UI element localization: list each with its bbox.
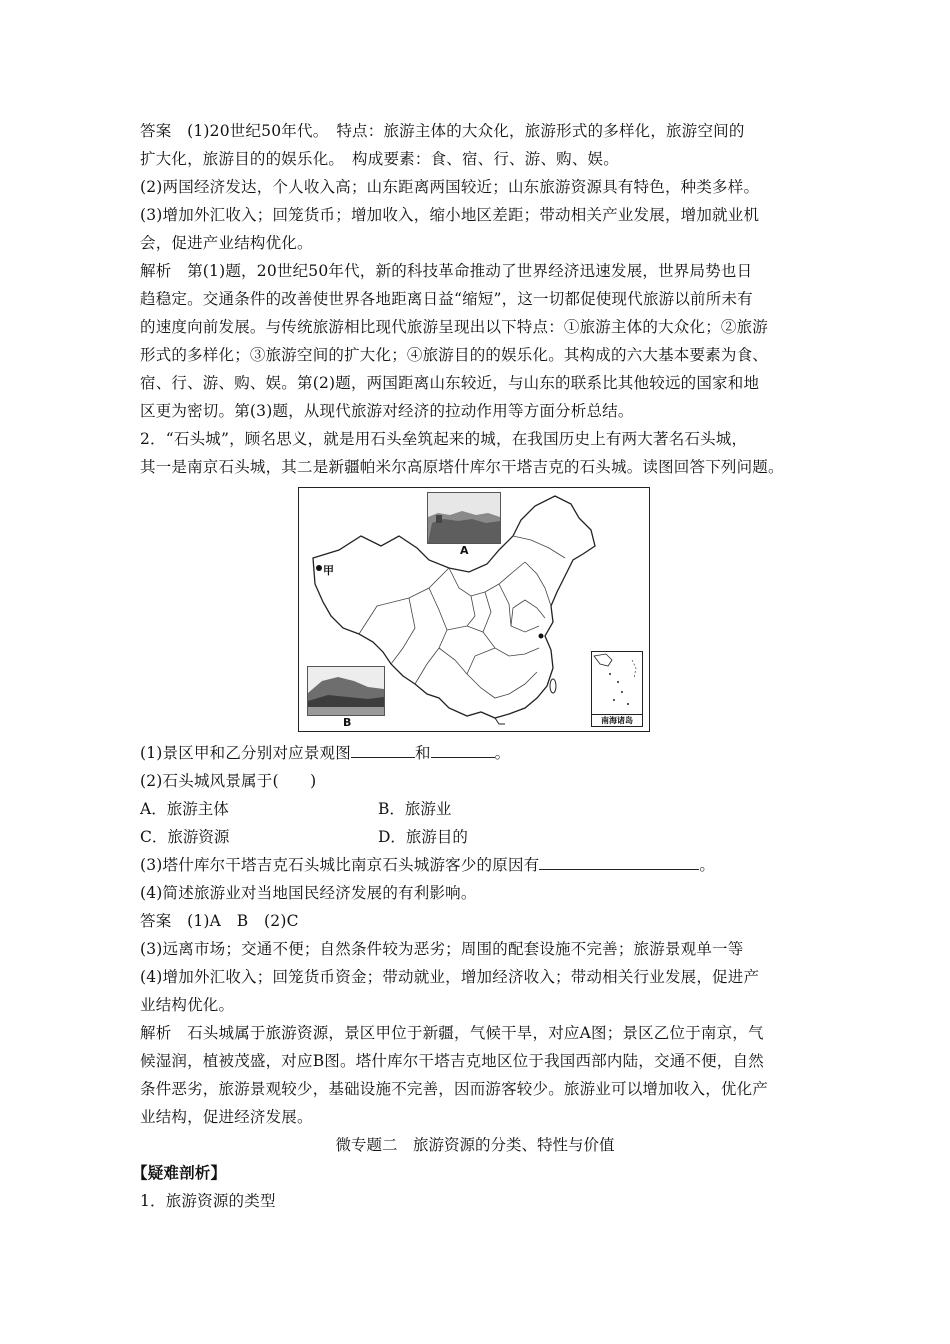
answer-line: 业结构优化。: [140, 996, 235, 1014]
question-1: [140, 740, 510, 766]
analysis-line: 候湿润，植被茂盛，对应B图。塔什库尔干塔吉克地区位于我国西部内陆，交通不便，自然: [140, 1052, 764, 1070]
question-1-text: 。: [494, 744, 511, 762]
question-1-text: 和: [414, 744, 431, 762]
section-item: 1．旅游资源的类型: [140, 1192, 276, 1210]
place-label-jia: 甲: [323, 564, 334, 577]
analysis-line: 业结构，促进经济发展。: [140, 1108, 313, 1126]
section-tag: 【疑难剖析】: [132, 1163, 227, 1182]
question-2: (2)石头城风景属于( ): [140, 772, 317, 790]
option-b: B．旅游业: [378, 800, 452, 818]
answer-line: (3)增加外汇收入；回笼货币；增加收入，缩小地区差距；带动相关产业发展，增加就业机: [140, 206, 760, 224]
question-1-text: (1)景区甲和乙分别对应景观图: [140, 744, 351, 762]
inset-label: 南海诸岛: [592, 714, 642, 726]
answer-line: 答案 (1)A B (2)C: [140, 912, 299, 930]
option-a: A．旅游主体: [140, 800, 229, 818]
answer-blank: [431, 741, 495, 758]
answer-blank: [539, 853, 699, 870]
analysis-line: 的速度向前发展。与传统旅游相比现代旅游呈现出以下特点：①旅游主体的大众化；②旅游: [140, 318, 769, 336]
section-title: 微专题二 旅游资源的分类、特性与价值: [335, 1136, 615, 1154]
answer-line: 扩大化，旅游目的的娱乐化。 构成要素：食、宿、行、游、购、娱。: [140, 150, 619, 168]
analysis-line: 解析 第(1)题，20世纪50年代，新的科技革命推动了世界经济迅速发展，世界局势也日: [140, 262, 753, 280]
answer-line: (4)增加外汇收入；回笼货币资金；带动就业，增加经济收入；带动相关行业发展，促进产: [140, 968, 760, 986]
question-stem: 其一是南京石头城，其二是新疆帕米尔高原塔什库尔干塔吉克的石头城。读图回答下列问题。: [140, 458, 784, 476]
analysis-line: 解析 石头城属于旅游资源，景区甲位于新疆，气候干旱，对应A图；景区乙位于南京，气: [140, 1024, 764, 1042]
option-c: C．旅游资源: [140, 828, 230, 846]
answer-line: 会，促进产业结构优化。: [140, 234, 313, 252]
south-china-sea-inset: [591, 651, 643, 727]
question-3-text: (3)塔什库尔干塔吉克石头城比南京石头城游客少的原因有: [140, 856, 540, 874]
photo-b: [307, 666, 385, 716]
answer-blank: [351, 741, 415, 758]
photo-b-label: B: [343, 716, 352, 729]
analysis-line: 宿、行、游、购、娱。第(2)题，两国距离山东较近，与山东的联系比其他较远的国家和地: [140, 374, 760, 392]
location-dot-jia: [316, 565, 322, 571]
analysis-line: 区更为密切。第(3)题，从现代旅游对经济的拉动作用等方面分析总结。: [140, 402, 634, 420]
china-map-figure: [298, 487, 650, 732]
photo-a: [427, 492, 501, 544]
photo-a-label: A: [460, 544, 469, 557]
analysis-line: 条件恶劣，旅游景观较少，基础设施不完善，因而游客较少。旅游业可以增加收入，优化产: [140, 1080, 769, 1098]
analysis-line: 形式的多样化；③旅游空间的扩大化；④旅游目的的娱乐化。其构成的六大基本要素为食、: [140, 346, 769, 364]
option-d: D．旅游目的: [378, 828, 468, 846]
question-4: (4)简述旅游业对当地国民经济发展的有利影响。: [140, 884, 477, 902]
answer-line: (2)两国经济发达，个人收入高；山东距离两国较近；山东旅游资源具有特色，种类多样。: [140, 178, 760, 196]
analysis-line: 趋稳定。交通条件的改善使世界各地距离日益“缩短”，这一切都促使现代旅游以前所未有: [140, 290, 753, 308]
answer-line: (3)远离市场；交通不便；自然条件较为恶劣；周围的配套设施不完善；旅游景观单一等: [140, 940, 744, 958]
answer-line: 答案 (1)20世纪50年代。 特点：旅游主体的大众化，旅游形式的多样化，旅游空间的: [140, 122, 745, 140]
question-stem: 2．“石头城”，顾名思义，就是用石头垒筑起来的城，在我国历史上有两大著名石头城，: [140, 430, 748, 448]
question-3-text: 。: [699, 856, 716, 874]
location-dot-yi: [539, 634, 544, 639]
question-3: [140, 852, 715, 878]
